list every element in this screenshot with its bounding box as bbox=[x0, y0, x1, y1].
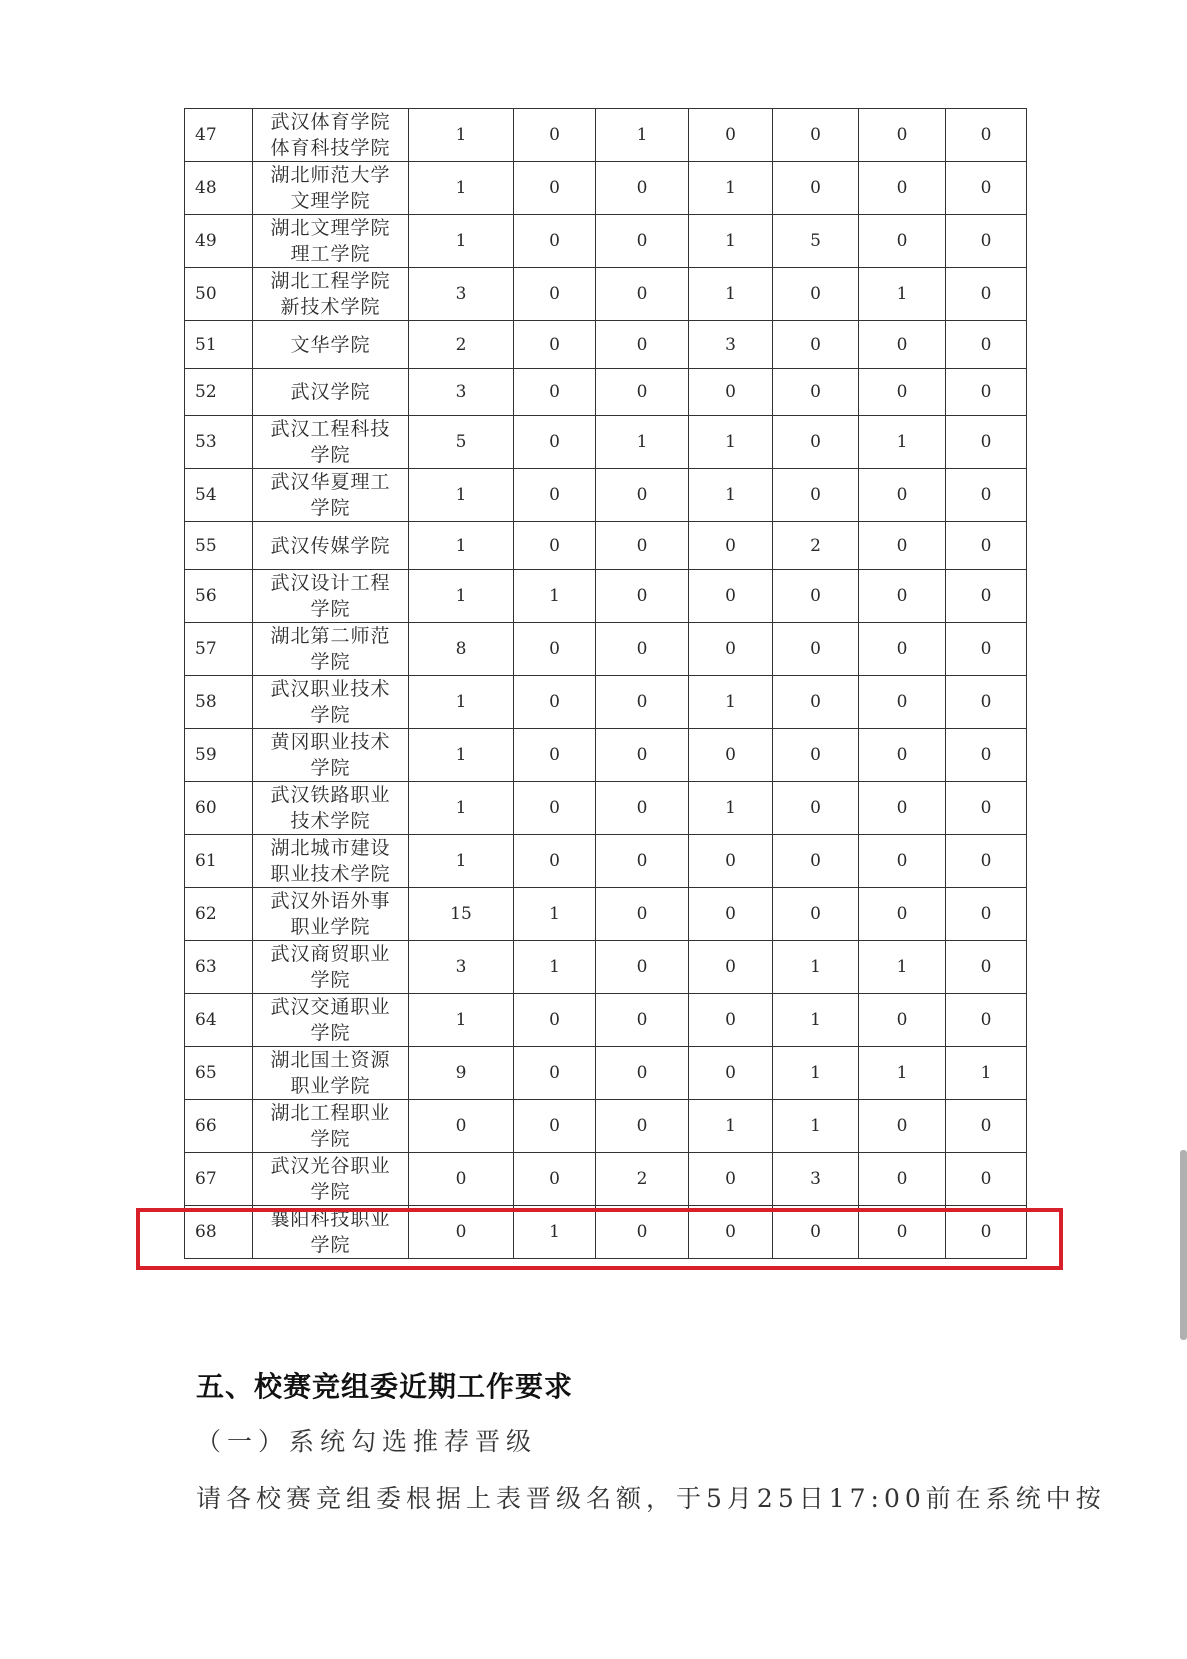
school-name-line2: 职业学院 bbox=[290, 916, 371, 938]
value-cell: 0 bbox=[859, 469, 946, 522]
row-number: 58 bbox=[185, 676, 253, 729]
row-number: 66 bbox=[185, 1100, 253, 1153]
value-cell: 0 bbox=[773, 570, 859, 623]
value-cell: 1 bbox=[689, 469, 773, 522]
section-heading: 五、校赛竞组委近期工作要求 bbox=[196, 1370, 574, 1403]
value-cell: 0 bbox=[946, 623, 1027, 676]
value-cell: 0 bbox=[596, 469, 689, 522]
value-cell: 0 bbox=[946, 676, 1027, 729]
table-row bbox=[185, 676, 1027, 729]
school-name-line2: 学院 bbox=[310, 757, 351, 779]
table-row bbox=[185, 994, 1027, 1047]
value-cell: 0 bbox=[946, 994, 1027, 1047]
value-cell: 1 bbox=[689, 215, 773, 268]
value-cell: 1 bbox=[409, 729, 514, 782]
value-cell: 0 bbox=[859, 369, 946, 416]
value-cell: 0 bbox=[409, 1153, 514, 1206]
row-number: 47 bbox=[185, 109, 253, 162]
row-number: 63 bbox=[185, 941, 253, 994]
value-cell: 0 bbox=[773, 1206, 859, 1259]
value-cell: 0 bbox=[514, 522, 596, 570]
value-cell: 0 bbox=[773, 416, 859, 469]
value-cell: 1 bbox=[409, 676, 514, 729]
value-cell: 0 bbox=[773, 835, 859, 888]
school-name-line1: 文华学院 bbox=[290, 333, 371, 356]
value-cell: 0 bbox=[946, 109, 1027, 162]
table-row bbox=[185, 369, 1027, 416]
table-row bbox=[185, 321, 1027, 369]
row-number: 52 bbox=[185, 369, 253, 416]
value-cell: 0 bbox=[409, 1100, 514, 1153]
table-row bbox=[185, 416, 1027, 469]
value-cell: 0 bbox=[946, 1100, 1027, 1153]
value-cell: 0 bbox=[946, 469, 1027, 522]
school-name-line1: 黄冈职业技术 bbox=[270, 731, 391, 753]
value-cell: 0 bbox=[596, 888, 689, 941]
row-number: 48 bbox=[185, 162, 253, 215]
school-name bbox=[253, 782, 409, 835]
school-name-line2: 职业技术学院 bbox=[270, 863, 391, 885]
value-cell: 0 bbox=[859, 1100, 946, 1153]
value-cell: 1 bbox=[409, 570, 514, 623]
table-row bbox=[185, 1047, 1027, 1100]
value-cell: 0 bbox=[773, 162, 859, 215]
highlight-box bbox=[136, 1208, 1063, 1270]
sub-heading: （一）系统勾选推荐晋级 bbox=[196, 1427, 538, 1456]
school-name-line1: 武汉传媒学院 bbox=[270, 534, 391, 557]
school-name-line1: 襄阳科技职业 bbox=[270, 1208, 391, 1230]
table-row bbox=[185, 835, 1027, 888]
value-cell: 0 bbox=[689, 1206, 773, 1259]
row-number: 49 bbox=[185, 215, 253, 268]
value-cell: 0 bbox=[773, 729, 859, 782]
school-name bbox=[253, 215, 409, 268]
value-cell: 0 bbox=[514, 1153, 596, 1206]
school-name bbox=[253, 1047, 409, 1100]
school-name bbox=[253, 268, 409, 321]
table-row bbox=[185, 570, 1027, 623]
value-cell: 0 bbox=[514, 994, 596, 1047]
value-cell: 1 bbox=[514, 570, 596, 623]
value-cell: 0 bbox=[689, 570, 773, 623]
value-cell: 0 bbox=[514, 1047, 596, 1100]
value-cell: 0 bbox=[859, 676, 946, 729]
school-name-line1: 湖北第二师范 bbox=[270, 625, 391, 647]
value-cell: 1 bbox=[409, 835, 514, 888]
value-cell: 0 bbox=[859, 162, 946, 215]
value-cell: 5 bbox=[773, 215, 859, 268]
school-name-line1: 武汉设计工程 bbox=[270, 572, 391, 594]
value-cell: 2 bbox=[773, 522, 859, 570]
value-cell: 0 bbox=[859, 994, 946, 1047]
school-name-line2: 学院 bbox=[310, 1022, 351, 1044]
school-name-line2: 学院 bbox=[310, 651, 351, 673]
school-name-line1: 武汉华夏理工 bbox=[270, 471, 391, 493]
school-name-line1: 武汉商贸职业 bbox=[270, 943, 391, 965]
table-body bbox=[185, 109, 1027, 1259]
value-cell: 0 bbox=[859, 109, 946, 162]
value-cell: 1 bbox=[946, 1047, 1027, 1100]
row-number: 55 bbox=[185, 522, 253, 570]
value-cell: 0 bbox=[946, 782, 1027, 835]
school-name-line2: 学院 bbox=[310, 1181, 351, 1203]
value-cell: 1 bbox=[409, 109, 514, 162]
value-cell: 1 bbox=[514, 941, 596, 994]
value-cell: 0 bbox=[596, 941, 689, 994]
value-cell: 0 bbox=[773, 109, 859, 162]
value-cell: 0 bbox=[859, 1206, 946, 1259]
school-name-line1: 湖北国土资源 bbox=[270, 1049, 391, 1071]
value-cell: 0 bbox=[773, 676, 859, 729]
value-cell: 1 bbox=[409, 469, 514, 522]
value-cell: 0 bbox=[596, 369, 689, 416]
value-cell: 0 bbox=[946, 522, 1027, 570]
value-cell: 0 bbox=[514, 623, 596, 676]
school-name bbox=[253, 835, 409, 888]
school-name-line2: 学院 bbox=[310, 1128, 351, 1150]
value-cell: 1 bbox=[689, 268, 773, 321]
value-cell: 1 bbox=[689, 416, 773, 469]
row-number: 60 bbox=[185, 782, 253, 835]
value-cell: 0 bbox=[514, 321, 596, 369]
school-name bbox=[253, 469, 409, 522]
value-cell: 1 bbox=[409, 215, 514, 268]
row-number: 59 bbox=[185, 729, 253, 782]
value-cell: 1 bbox=[689, 162, 773, 215]
value-cell: 3 bbox=[409, 268, 514, 321]
value-cell: 5 bbox=[409, 416, 514, 469]
value-cell: 0 bbox=[773, 469, 859, 522]
value-cell: 0 bbox=[859, 321, 946, 369]
value-cell: 0 bbox=[596, 268, 689, 321]
value-cell: 1 bbox=[773, 994, 859, 1047]
value-cell: 0 bbox=[946, 941, 1027, 994]
school-name bbox=[253, 416, 409, 469]
value-cell: 0 bbox=[514, 268, 596, 321]
value-cell: 1 bbox=[689, 1100, 773, 1153]
value-cell: 0 bbox=[946, 321, 1027, 369]
value-cell: 2 bbox=[596, 1153, 689, 1206]
value-cell: 1 bbox=[859, 268, 946, 321]
row-number: 56 bbox=[185, 570, 253, 623]
value-cell: 1 bbox=[689, 676, 773, 729]
value-cell: 0 bbox=[946, 570, 1027, 623]
value-cell: 1 bbox=[514, 888, 596, 941]
value-cell: 0 bbox=[859, 1153, 946, 1206]
value-cell: 0 bbox=[859, 570, 946, 623]
value-cell: 0 bbox=[514, 416, 596, 469]
value-cell: 0 bbox=[859, 729, 946, 782]
value-cell: 1 bbox=[514, 1206, 596, 1259]
table-row bbox=[185, 215, 1027, 268]
table-row bbox=[185, 888, 1027, 941]
value-cell: 1 bbox=[859, 416, 946, 469]
school-name-line2: 文理学院 bbox=[290, 190, 371, 212]
school-name-line1: 武汉铁路职业 bbox=[270, 784, 391, 806]
value-cell: 0 bbox=[689, 941, 773, 994]
table-row bbox=[185, 729, 1027, 782]
school-name bbox=[253, 1153, 409, 1206]
row-number: 54 bbox=[185, 469, 253, 522]
school-name-line1: 湖北文理学院 bbox=[270, 217, 391, 239]
value-cell: 0 bbox=[773, 268, 859, 321]
value-cell: 0 bbox=[514, 469, 596, 522]
value-cell: 0 bbox=[946, 215, 1027, 268]
value-cell: 1 bbox=[409, 994, 514, 1047]
school-name-line2: 学院 bbox=[310, 969, 351, 991]
value-cell: 0 bbox=[514, 676, 596, 729]
school-name-line2: 技术学院 bbox=[290, 810, 371, 832]
row-number: 50 bbox=[185, 268, 253, 321]
school-name-line2: 学院 bbox=[310, 1234, 351, 1256]
results-table bbox=[184, 108, 1027, 1259]
table-row bbox=[185, 1153, 1027, 1206]
school-name bbox=[253, 109, 409, 162]
value-cell: 0 bbox=[689, 835, 773, 888]
value-cell: 0 bbox=[689, 623, 773, 676]
school-name-line1: 武汉学院 bbox=[290, 381, 371, 403]
value-cell: 0 bbox=[773, 369, 859, 416]
value-cell: 0 bbox=[596, 676, 689, 729]
row-number: 65 bbox=[185, 1047, 253, 1100]
value-cell: 0 bbox=[596, 570, 689, 623]
school-name bbox=[253, 162, 409, 215]
table-row bbox=[185, 109, 1027, 162]
school-name bbox=[253, 321, 409, 369]
value-cell: 0 bbox=[514, 109, 596, 162]
value-cell: 1 bbox=[409, 782, 514, 835]
value-cell: 0 bbox=[514, 1100, 596, 1153]
school-name-line1: 湖北工程学院 bbox=[270, 270, 391, 292]
value-cell: 0 bbox=[946, 1206, 1027, 1259]
row-number: 68 bbox=[185, 1206, 253, 1259]
value-cell: 0 bbox=[689, 369, 773, 416]
value-cell: 0 bbox=[596, 1100, 689, 1153]
value-cell: 0 bbox=[946, 1153, 1027, 1206]
value-cell: 1 bbox=[409, 522, 514, 570]
value-cell: 3 bbox=[409, 941, 514, 994]
table-row bbox=[185, 941, 1027, 994]
value-cell: 0 bbox=[689, 729, 773, 782]
body-text: 请各校赛竞组委根据上表晋级名额，于5月25日17:00前在系统中按 bbox=[196, 1484, 1106, 1513]
table-row bbox=[185, 1100, 1027, 1153]
school-name-line1: 湖北工程职业 bbox=[270, 1102, 391, 1124]
school-name-line2: 职业学院 bbox=[290, 1075, 371, 1097]
row-number: 51 bbox=[185, 321, 253, 369]
school-name-line1: 湖北师范大学 bbox=[270, 164, 391, 186]
value-cell: 0 bbox=[514, 369, 596, 416]
row-number: 53 bbox=[185, 416, 253, 469]
school-name bbox=[253, 369, 409, 416]
value-cell: 0 bbox=[773, 623, 859, 676]
value-cell: 0 bbox=[409, 1206, 514, 1259]
scrollbar-thumb[interactable] bbox=[1180, 1150, 1187, 1340]
value-cell: 0 bbox=[773, 888, 859, 941]
school-name-line2: 学院 bbox=[310, 598, 351, 620]
value-cell: 1 bbox=[859, 941, 946, 994]
value-cell: 0 bbox=[596, 522, 689, 570]
value-cell: 0 bbox=[859, 835, 946, 888]
school-name-line2: 理工学院 bbox=[290, 243, 371, 265]
value-cell: 1 bbox=[596, 416, 689, 469]
school-name-line1: 湖北城市建设 bbox=[270, 837, 391, 859]
value-cell: 0 bbox=[596, 729, 689, 782]
value-cell: 3 bbox=[773, 1153, 859, 1206]
school-name bbox=[253, 994, 409, 1047]
value-cell: 1 bbox=[596, 109, 689, 162]
school-name bbox=[253, 729, 409, 782]
school-name bbox=[253, 1100, 409, 1153]
school-name-line1: 武汉外语外事 bbox=[270, 890, 391, 912]
school-name-line1: 武汉工程科技 bbox=[270, 418, 391, 440]
value-cell: 0 bbox=[514, 215, 596, 268]
value-cell: 0 bbox=[514, 782, 596, 835]
row-number: 57 bbox=[185, 623, 253, 676]
value-cell: 0 bbox=[773, 782, 859, 835]
value-cell: 0 bbox=[514, 729, 596, 782]
value-cell: 0 bbox=[689, 994, 773, 1047]
value-cell: 0 bbox=[596, 1206, 689, 1259]
value-cell: 0 bbox=[946, 888, 1027, 941]
value-cell: 0 bbox=[596, 835, 689, 888]
value-cell: 0 bbox=[689, 522, 773, 570]
school-name bbox=[253, 570, 409, 623]
value-cell: 0 bbox=[689, 109, 773, 162]
value-cell: 0 bbox=[596, 215, 689, 268]
value-cell: 0 bbox=[689, 1047, 773, 1100]
value-cell: 0 bbox=[596, 1047, 689, 1100]
value-cell: 0 bbox=[689, 1153, 773, 1206]
value-cell: 0 bbox=[859, 782, 946, 835]
value-cell: 0 bbox=[946, 268, 1027, 321]
table-row bbox=[185, 782, 1027, 835]
school-name-line2: 体育科技学院 bbox=[270, 137, 391, 159]
value-cell: 2 bbox=[409, 321, 514, 369]
value-cell: 0 bbox=[773, 321, 859, 369]
value-cell: 0 bbox=[946, 835, 1027, 888]
table-row bbox=[185, 469, 1027, 522]
value-cell: 1 bbox=[689, 782, 773, 835]
value-cell: 0 bbox=[596, 994, 689, 1047]
table-row bbox=[185, 162, 1027, 215]
school-name-line2: 学院 bbox=[310, 497, 351, 519]
value-cell: 0 bbox=[514, 835, 596, 888]
school-name-line1: 武汉职业技术 bbox=[270, 678, 391, 700]
value-cell: 3 bbox=[409, 369, 514, 416]
school-name-line1: 武汉光谷职业 bbox=[270, 1155, 391, 1177]
value-cell: 1 bbox=[773, 1100, 859, 1153]
school-name bbox=[253, 522, 409, 570]
value-cell: 1 bbox=[409, 162, 514, 215]
value-cell: 8 bbox=[409, 623, 514, 676]
value-cell: 0 bbox=[689, 888, 773, 941]
value-cell: 0 bbox=[859, 215, 946, 268]
school-name-line2: 新技术学院 bbox=[280, 296, 381, 318]
value-cell: 0 bbox=[859, 888, 946, 941]
value-cell: 0 bbox=[596, 162, 689, 215]
value-cell: 0 bbox=[946, 369, 1027, 416]
value-cell: 0 bbox=[946, 416, 1027, 469]
value-cell: 9 bbox=[409, 1047, 514, 1100]
school-name-line2: 学院 bbox=[310, 444, 351, 466]
school-name bbox=[253, 623, 409, 676]
value-cell: 1 bbox=[773, 941, 859, 994]
table-row bbox=[185, 623, 1027, 676]
value-cell: 0 bbox=[859, 623, 946, 676]
value-cell: 0 bbox=[514, 162, 596, 215]
value-cell: 0 bbox=[596, 782, 689, 835]
row-number: 61 bbox=[185, 835, 253, 888]
value-cell: 0 bbox=[946, 729, 1027, 782]
school-name bbox=[253, 676, 409, 729]
row-number: 64 bbox=[185, 994, 253, 1047]
value-cell: 15 bbox=[409, 888, 514, 941]
value-cell: 0 bbox=[596, 321, 689, 369]
value-cell: 0 bbox=[946, 162, 1027, 215]
row-number: 62 bbox=[185, 888, 253, 941]
table-row bbox=[185, 268, 1027, 321]
value-cell: 3 bbox=[689, 321, 773, 369]
school-name-line2: 学院 bbox=[310, 704, 351, 726]
value-cell: 1 bbox=[773, 1047, 859, 1100]
value-cell: 0 bbox=[596, 623, 689, 676]
table-row bbox=[185, 522, 1027, 570]
school-name bbox=[253, 888, 409, 941]
row-number: 67 bbox=[185, 1153, 253, 1206]
school-name bbox=[253, 941, 409, 994]
school-name-line1: 武汉体育学院 bbox=[270, 111, 391, 133]
school-name-line1: 武汉交通职业 bbox=[270, 996, 391, 1018]
value-cell: 1 bbox=[859, 1047, 946, 1100]
value-cell: 0 bbox=[859, 522, 946, 570]
